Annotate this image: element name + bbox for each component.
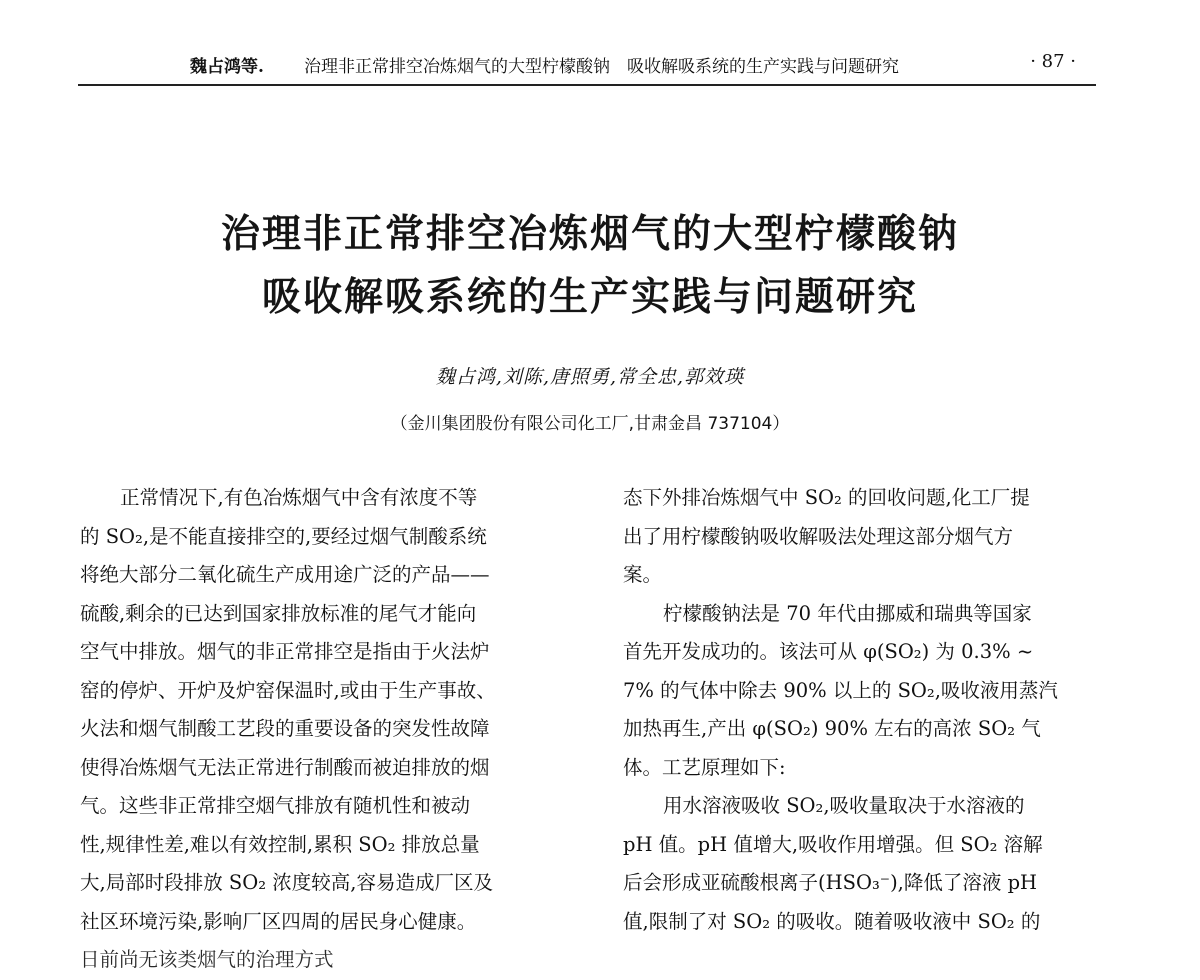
body-line: 态下外排冶炼烟气中 SO₂ 的回收问题,化工厂提 <box>623 486 1030 509</box>
body-line: 正常情况下,有色冶炼烟气中含有浓度不等 <box>120 486 478 509</box>
body-line: 使得冶炼烟气无法正常进行制酸而被迫排放的烟 <box>80 755 490 779</box>
body-line: 7% 的气体中除去 90% 以上的 SO₂,吸收液用蒸汽 <box>623 678 1058 702</box>
body-line: 用水溶液吸收 SO₂,吸收量取决于水溶液的 <box>663 794 1025 817</box>
body-line: 空气中排放。烟气的非正常排空是指由于火法炉 <box>80 640 490 663</box>
body-line: 硫酸,剩余的已达到国家排放标准的尾气才能向 <box>80 601 477 625</box>
body-line: 性,规律性差,难以有效控制,累积 SO₂ 排放总量 <box>80 832 480 856</box>
body-line: 社区环境污染,影响厂区四周的居民身心健康。 <box>80 909 477 933</box>
article-title-line-1: 治理非正常排空冶炼烟气的大型柠檬酸钠 <box>220 212 959 257</box>
running-header <box>78 46 1096 86</box>
page-number: · 87 · <box>1030 51 1076 72</box>
article-title-line-2: 吸收解吸系统的生产实践与问题研究 <box>261 275 918 320</box>
running-header-authors: 魏占鸿等. <box>190 57 264 77</box>
body-line: 体。工艺原理如下: <box>623 755 786 779</box>
body-line: 首先开发成功的。该法可从 φ(SO₂) 为 0.3% ~ <box>623 640 1034 663</box>
body-line: 出了用柠檬酸钠吸收解吸法处理这部分烟气方 <box>623 524 1014 548</box>
body-line: 大,局部时段排放 SO₂ 浓度较高,容易造成厂区及 <box>80 871 493 894</box>
body-line: 窑的停炉、开炉及炉窑保温时,或由于生产事故、 <box>80 678 496 702</box>
body-line: 日前尚无该类烟气的治理方式 <box>80 948 334 971</box>
body-line: pH 值。pH 值增大,吸收作用增强。但 SO₂ 溶解 <box>623 832 1043 856</box>
right-column <box>623 479 1103 941</box>
running-header-title: 治理非正常排空冶炼烟气的大型柠檬酸钠 吸收解吸系统的生产实践与问题研究 <box>304 57 899 77</box>
body-line: 后会形成亚硫酸根离子(HSO₃⁻),降低了溶液 pH <box>623 871 1038 894</box>
left-column <box>80 479 560 980</box>
body-line: 气。这些非正常排空烟气排放有随机性和被动 <box>80 794 471 817</box>
affiliation: （金川集团股份有限公司化工厂,甘肃金昌 737104） <box>390 414 790 434</box>
body-line: 案。 <box>623 563 663 586</box>
author-list: 魏占鸿,刘陈,唐照勇,常全忠,郭效瑛 <box>435 366 745 388</box>
body-line: 火法和烟气制酸工艺段的重要设备的突发性故障 <box>80 717 490 740</box>
body-line: 柠檬酸钠法是 70 年代由挪威和瑞典等国家 <box>663 601 1032 625</box>
body-line: 值,限制了对 SO₂ 的吸收。随着吸收液中 SO₂ 的 <box>623 909 1041 933</box>
body-line: 将绝大部分二氧化硫生产成用途广泛的产品—— <box>80 563 490 586</box>
body-line: 的 SO₂,是不能直接排空的,要经过烟气制酸系统 <box>80 524 487 548</box>
body-line: 加热再生,产出 φ(SO₂) 90% 左右的高浓 SO₂ 气 <box>623 717 1041 740</box>
